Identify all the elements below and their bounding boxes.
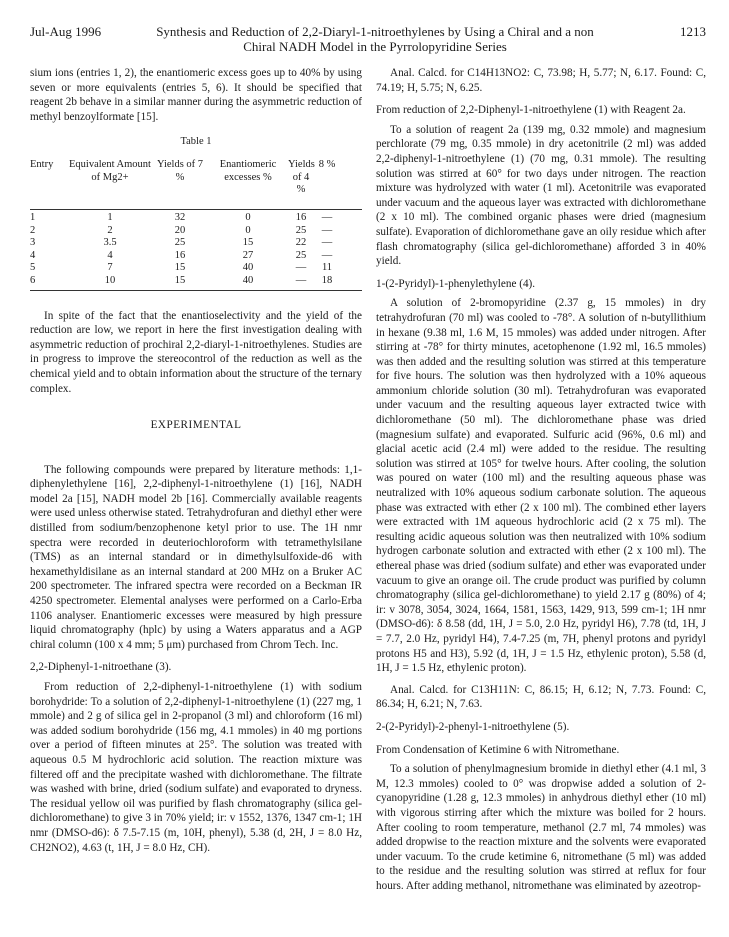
table-row [30,225,362,238]
paragraph-enantiomeric-excess: sium ions (entries 1, 2), the enantiomeric excess goes up to 40% by using seven or more equivalents (entries 5, 6). It should be specified that reagent 2b behave in a similar manner during the asymmetric reduction of methyl benzoylformate [15]. [30,67,362,123]
table-header-cell: Entry [30,158,54,170]
table-cell: 1 [30,211,36,223]
table-cell: 7 [107,262,113,274]
compound-heading-3: 2,2-Diphenyl-1-nitroethane (3). [30,661,172,674]
table-row [30,237,362,250]
table-body [30,209,362,291]
table-header-row [30,159,362,207]
table-cell: 5 [30,262,36,274]
table-cell: 2 [107,224,113,236]
table-header-cell: Yields of 7 % [156,158,204,183]
subheading-reduction-reagent-2a: From reduction of 2,2-Diphenyl-1-nitroethylene (1) with Reagent 2a. [376,104,686,117]
table-cell: 40 [242,262,254,274]
table-cell: 25 [295,249,307,261]
table-cell: 4 [107,249,113,261]
table-header-cell: Yields of 4 % [288,158,315,196]
table-title: Table 1 [180,136,212,148]
table-cell: 11 [321,262,333,274]
table-cell: 32 [174,211,186,223]
journal-date: Jul-Aug 1996 [30,24,102,39]
compound-heading-5: 2-(2-Pyridyl)-2-phenyl-1-nitroethylene (5). [376,720,570,733]
table-row [30,275,362,288]
table-cell: 15 [174,274,186,286]
table-cell: 10 [104,274,116,286]
right-column [376,66,706,900]
left-column [30,66,362,862]
paragraph-condensation: To a solution of phenylmagnesium bromide in diethyl ether (4.1 ml, 3 M, 12.3 mmoles) cooled to 0° was dropwise added a solution of 2-cyanopyridine (1.28 g, 12.3 mmoles) in anhydrous diethyl ether (10 ml) with vigorous stirring after which the mixture was boiled for 2 hours. After cooling to room temperature, methanol (2.7 ml, 74 mmoles) was added dropwise to the reaction mixture and the solvents were evaporated under vacuum. To the crude ketimine 6, nitromethane (5 ml) was added to the residue and the resulting solution was stirred at reflux for four hours. After adding methanol, nitromethane was eliminated by azeotrop- [376,763,706,892]
table-cell: 16 [295,211,307,223]
table-cell: 25 [295,224,307,236]
table-cell: 1 [107,211,113,223]
table-cell: 16 [174,249,186,261]
table-cell: 3.5 [103,237,117,249]
table-cell: 3 [30,237,36,249]
table-cell: 2 [30,224,36,236]
table-cell: — [295,274,307,286]
table-cell: 22 [295,237,307,249]
table-header-cell: Equivalent Amount of Mg2+ [69,158,151,183]
table-cell: — [321,211,333,223]
paragraph-general-methods: The following compounds were prepared by literature methods: 1,1-diphenylethylene [16], 2,2-diphenyl-1-nitroethylene (1) [16], NADH model 2a [15], NADH model 2b [16]. Commercially available reagents were used unless otherwise stated. Tetrahydrofuran and diethyl ether were distilled from sodium/benzophenone ketyl prior to use. The 1H nmr spectra were recorded in deuteriochloroform with tetramethylsilane (TMS) as an internal standard or in dimethylsulfoxide-d6 with hexamethyldisilane as an internal standard at 200 MHz on a Bruker AC 200 spectrometer. The infrared spectra were recorded on a Beckman IR 4250 spectrometer. Elemental analyses were performed on a Carlo-Erba 1106 analyser. Enantiomeric excesses were measured by high pressure liquid chromatography (hplc) by using a Waters apparatus and a AGP chiral column (100 x 4 mm; 5 μm) purchased from Chrom Tech. Inc. [30,463,362,651]
table-row [30,262,362,275]
table-cell: 15 [242,237,254,249]
running-title [120,24,630,54]
paragraph-conclusion: In spite of the fact that the enantioselectivity and the yield of the reduction are low, we report in here the first investigation dealing with asymmetric reduction of prochiral 2,2-diaryl-1-nitroethylenes. Studies are in progress to improve the stereocontrol of the reduction as well as the chemical yield and to obtain information about the structure of the ternary complex. [30,309,362,395]
running-header [30,24,706,58]
table-cell: 27 [242,249,254,261]
section-heading-experimental: EXPERIMENTAL [150,419,242,432]
paragraph-synthesis-4: A solution of 2-bromopyridine (2.37 g, 15 mmoles) in dry tetrahydrofuran (70 ml) was cooled to -78°. A solution of n-butyllithium in hexane (9.38 ml, 1.6 M, 15 mmoles) was added under nitrogen. After stirring at -78° for thirty minutes, acetophenone (1.92 ml, 16.5 mmoles) was then added and the resulting solution was stirred at this temperature for five hours. The solution was then hydrolyzed with a 10% aqueous ammonium chloride solution (30 ml). Tetrahydrofuran was evaporated under vacuum and the resulting aqueous layer extracted twice with dichloromethane (50 ml). The dichloromethane phase was dried (magnesium sulfate) and evaporated. Sulfuric acid (96%, 0.6 ml) and glacial acetic acid (2.4 ml) were added to the residue. The resulting solution was stirred at 105° for twelve hours. After cooling, the solution was poured on water (100 ml) and the resulting aqueous phase was neutralized with 10% aqueous sodium carbonate solution. The aqueous phase was extracted with ether (2 x 100 ml). The combined ether layers were extracted with 1M aqueous hydrochloric acid (2 x 75 ml). The resulting acidic aqueous solution was then neutralized with 10% sodium hydrogen carbonate solution and extracted with ether (2 x 100 ml). The ethereal phase was dried (sodium sulfate) and ether was evaporated under vacuum to give an orange oil. The crude product was purified by column chromatography (silica gel-dichloromethane) to yield 2.17 g (80%) of 4; ir: v 3078, 3054, 3024, 1664, 1581, 1563, 1429, 913, 599 cm-1; 1H nmr (DMSO-d6): δ 8.58 (dd, 1H, J = 5.0, 2.0 Hz, pyridyl H6), 7.78 (td, 1H, J = 7.7, 2.0 Hz, pyridyl H4), 7.4-7.25 (m, 7H, phenyl protons and pyridyl protons H5 and H3), 5.92 (d, 1H, J = 1.5 Hz, ethylenic proton), 5.58 (d, 1H, J = 1.5 Hz, ethylenic proton). [376,297,706,675]
running-title-line-2: Chiral NADH Model in the Pyrrolopyridine Series [243,39,507,54]
table-cell: 25 [174,237,186,249]
subheading-condensation: From Condensation of Ketimine 6 with Nitromethane. [376,743,620,756]
table-cell: 15 [174,262,186,274]
table-cell: — [321,224,333,236]
paragraph-reagent-2a: To a solution of reagent 2a (139 mg, 0.32 mmole) and magnesium perchlorate (79 mg, 0.35 mmole) in dry acetonitrile (2 ml) was added 2,2-diphenyl-1-nitroethylene (1) (70 mg, 0.31 mmole). The resulting solution was stirred at 60° for two days under nitrogen. The reaction mixture was hydrolyzed with water (1 ml). Acetonitrile was evaporated under vacuum and the aqueous layer was extracted with dichloromethane (2 x 10 ml). The combined organic phases were dried (magnesium sulfate). Evaporation of dichloromethane gave an oily residue which after flash chromatography (silica gel-dichloromethane) afforded 3 in 40% yield. [376,123,706,268]
elemental-analysis-4: Anal. Calcd. for C13H11N: C, 86.15; H, 6.12; N, 7.73. Found: C, 86.34; H, 6.21; N, 7.63. [376,683,706,711]
table-header-cell: Enantiomeric excesses % [219,158,277,183]
running-title-line-1: Synthesis and Reduction of 2,2-Diaryl-1-nitroethylenes by Using a Chiral and a non [156,24,594,39]
results-table [30,136,362,290]
table-cell: 18 [321,274,333,286]
table-cell: 6 [30,274,36,286]
page-number: 1213 [680,24,706,39]
table-cell: 0 [245,224,251,236]
compound-heading-4: 1-(2-Pyridyl)-1-phenylethylene (4). [376,277,536,290]
table-cell: 0 [245,211,251,223]
table-cell: — [321,237,333,249]
table-cell: 20 [174,224,186,236]
elemental-analysis-3: Anal. Calcd. for C14H13NO2: C, 73.98; H, 5.77; N, 6.17. Found: C, 74.19; H, 5.75; N, 6.25. [376,67,706,94]
table-row [30,212,362,225]
table-cell: — [295,262,307,274]
table-cell: — [321,249,333,261]
paragraph-borohydride-reduction: From reduction of 2,2-diphenyl-1-nitroethylene (1) with sodium borohydride: To a solution of 2,2-diphenyl-1-nitroethylene (1) (227 mg, 1 mmole) and 2 g of silica gel in 2-propanol (3 ml) and chloroform (16 ml) was added sodium borohydride (156 mg, 4.1 mmoles) in 40 mg portions over a period of fifteen minutes at 25°. The solution was treated with aqueous 0.5 M hydrochloric acid solution. The reaction mixture was filtered off and the precipitate washed with dichloromethane. The filtrate was washed with brine, dried (sodium sulfate) and evaporated to dryness. The residual yellow oil was purified by flash chromatography (silica gel-dichloromethane) to give 3 in 70% yield; ir: v 1552, 1376, 1347 cm-1; 1H nmr (DMSO-d6): δ 7.5-7.15 (m, 10H, phenyl), 5.38 (d, 2H, J = 8.0 Hz, CH2NO2), 4.63 (t, 1H, J = 8.0 Hz, CH). [30,681,362,854]
table-header-cell: 8 % [318,158,336,170]
table-row [30,250,362,263]
table-cell: 40 [242,274,254,286]
table-cell: 4 [30,249,36,261]
